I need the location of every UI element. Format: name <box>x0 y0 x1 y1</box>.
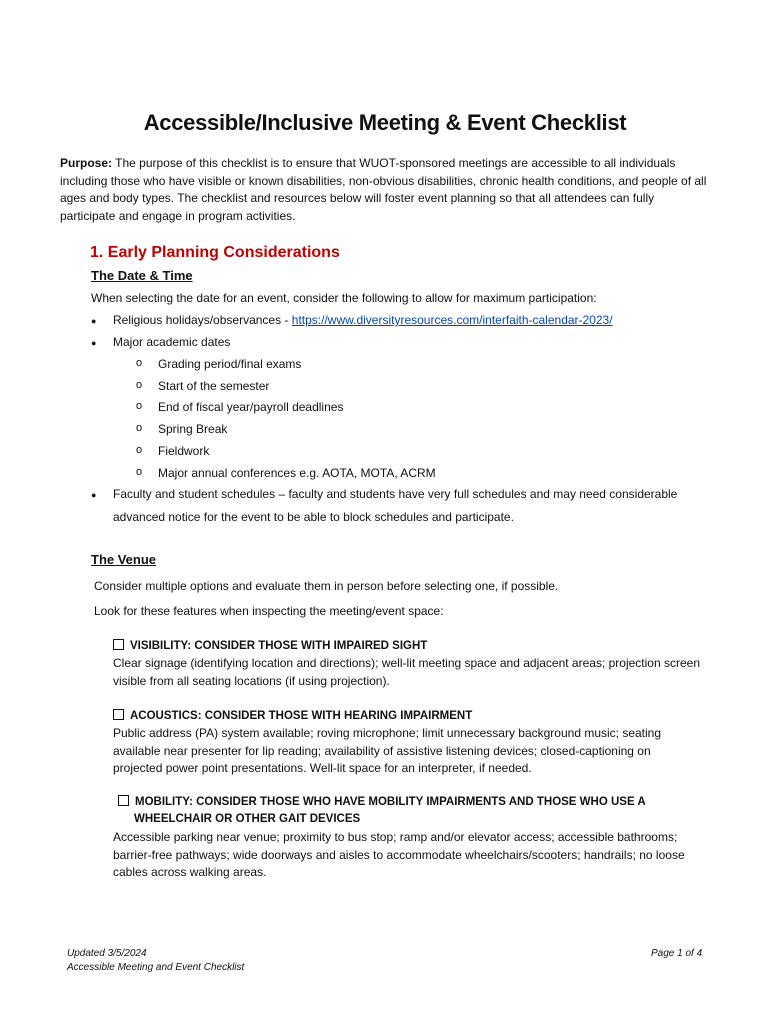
interfaith-calendar-link[interactable]: https://www.diversityresources.com/interfaith-calendar-2023/ <box>291 313 613 327</box>
religious-holidays-text: Religious holidays/observances - <box>113 313 292 327</box>
bullet-schedules-line1: Faculty and student schedules – faculty and students have very full schedules and may need considerable <box>113 487 678 501</box>
document-title: Accessible/Inclusive Meeting & Event Checklist <box>143 110 627 135</box>
date-time-intro: When selecting the date for an event, consider the following to allow for maximum participation: <box>91 291 597 305</box>
purpose-label: Purpose: <box>60 156 113 170</box>
subheading-date-time: The Date & Time <box>91 268 193 283</box>
venue-line1: Consider multiple options and evaluate them in person before selecting one, if possible. <box>94 579 559 593</box>
checklist-item-mobility-heading-line2: WHEELCHAIR OR OTHER GAIT DEVICES <box>134 813 361 825</box>
purpose-text: The purpose of this checklist is to ensure that WUOT-sponsored meetings are accessible to all individuals including those who have visible or known disabilities, non-obvious disabilities, chronic health conditions, and people of all ages and body types. The checklist and resources below will foster event planning so that all attendees can fully participate and engage in program activities. <box>60 156 707 223</box>
bullet-religious-holidays <box>113 313 613 327</box>
sub-bullet-icon: o <box>136 422 143 434</box>
checklist-item-visibility-heading <box>113 639 427 652</box>
checkbox-icon[interactable] <box>113 639 124 650</box>
sub-item: End of fiscal year/payroll deadlines <box>158 400 344 414</box>
bullet-academic-dates: Major academic dates <box>113 335 231 349</box>
checklist-item-mobility-body: Accessible parking near venue; proximity to bus stop; ramp and/or elevator access; accessible bathrooms; barrier-free pathways; wide doorways and aisles to accommodate wheelchairs/scooters; handrails; no loose cables across walking areas. <box>113 830 685 879</box>
bullet-icon: ● <box>91 490 97 500</box>
bullet-icon: ● <box>91 316 97 326</box>
checklist-item-visibility-body: Clear signage (identifying location and directions); well-lit meeting space and adjacent areas; projection screen visible from all seating locations (if using projection). <box>113 656 700 688</box>
bullet-schedules-line2: advanced notice for the event to be able to block schedules and participate. <box>113 510 514 524</box>
checkbox-icon[interactable] <box>118 795 129 806</box>
section-heading-early-planning: 1. Early Planning Considerations <box>90 244 340 261</box>
sub-bullet-icon: o <box>136 400 143 412</box>
sub-item: Fieldwork <box>158 444 210 458</box>
sub-item: Major annual conferences e.g. AOTA, MOTA, ACRM <box>158 466 436 480</box>
bullet-icon: ● <box>91 338 97 348</box>
checklist-item-acoustics-heading <box>113 709 472 722</box>
sub-item: Grading period/final exams <box>158 357 302 371</box>
sub-bullet-icon: o <box>136 444 143 456</box>
checklist-heading-text: ACOUSTICS: CONSIDER THOSE WITH HEARING IMPAIRMENT <box>130 710 473 722</box>
subheading-venue: The Venue <box>91 552 157 567</box>
footer-updated: Updated 3/5/2024 <box>67 948 147 959</box>
sub-bullet-icon: o <box>136 466 143 478</box>
sub-bullet-icon: o <box>136 357 143 369</box>
sub-bullet-icon: o <box>136 379 143 391</box>
checklist-item-acoustics-body: Public address (PA) system available; roving microphone; limit unnecessary background music; seating available near presenter for lip reading; availability of assistive listening devices; closed-captioning on projected power point presentations. Well-lit space for an interpreter, if needed. <box>113 726 662 775</box>
checklist-heading-text: MOBILITY: CONSIDER THOSE WHO HAVE MOBILITY IMPAIRMENTS AND THOSE WHO USE A <box>135 796 646 808</box>
purpose-paragraph <box>60 155 712 225</box>
footer-doc-name: Accessible Meeting and Event Checklist <box>67 962 245 973</box>
footer-page-number: Page 1 of 4 <box>651 948 703 959</box>
sub-item: Spring Break <box>158 422 228 436</box>
sub-item: Start of the semester <box>158 379 270 393</box>
checkbox-icon[interactable] <box>113 709 124 720</box>
checklist-heading-text: VISIBILITY: CONSIDER THOSE WITH IMPAIRED SIGHT <box>130 640 428 652</box>
checklist-item-mobility-heading <box>118 795 646 808</box>
venue-line2: Look for these features when inspecting the meeting/event space: <box>94 604 444 618</box>
